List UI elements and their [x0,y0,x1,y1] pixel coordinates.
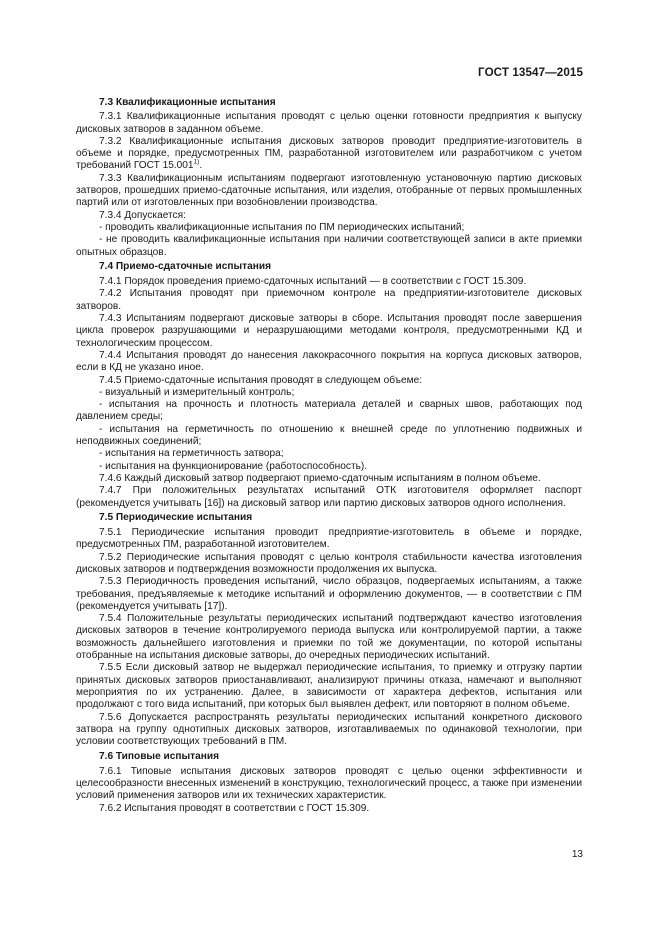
paragraph-text: 7.4.6 Каждый дисковый затвор подвергают приемо-сдаточным испытаниям в полном объеме. [99,472,541,484]
paragraph-text: 7.3.4 Допускается: [99,209,186,221]
body-paragraph [76,803,582,815]
body-paragraph [76,222,582,234]
footnote-marker: 1) [193,159,200,167]
body-paragraph [76,387,582,399]
body-paragraph [76,210,582,222]
section-heading [76,261,582,273]
body-paragraph [76,136,582,173]
body-paragraph [76,276,582,288]
paragraph-text: 7.3.1 Квалификационные испытания проводят с целью оценки готовности предприятия к выпуску дисковых затворов в заданном объеме. [76,111,582,135]
body-paragraph [76,234,582,259]
body-paragraph [76,766,582,803]
paragraph-text: - визуальный и измерительный контроль; [99,386,295,398]
paragraph-text: - испытания на прочность и плотность материала деталей и сварных швов, работающих под давлением среды; [76,399,582,423]
paragraph-text: 7.3 Квалификационные испытания [99,96,276,108]
body-paragraph [76,527,582,552]
paragraph-text: 7.6 Типовые испытания [99,750,219,762]
section-heading [76,751,582,763]
section-heading [76,97,582,109]
paragraph-text: - проводить квалификационные испытания по ПМ периодических испытаний; [99,221,465,233]
paragraph-text: 7.3.2 Квалификационные испытания дисковых затворов проводит предприятие-изготовитель в объеме и порядке, предусмотренных ПМ, разработанной изготовителем или разработчиком с учетом требований ГОСТ 15.001 [76,135,582,172]
body-paragraph [76,576,582,613]
paragraph-text: 7.5.6 Допускается распространять результаты периодических испытаний конкретного дискового затвора на группу однотипных дисковых затворов, изготавливаемых по одинаковой технологии, при условии соответствующих требований в ПМ. [76,711,582,748]
paragraph-text: - испытания на герметичность по отношению к внешней среде по уплотнению подвижных и неподвижных соединений; [76,423,582,448]
paragraph-text: - не проводить квалификационные испытания при наличии соответствующей записи в акте приемки опытных образцов. [76,234,582,258]
body-paragraph [76,662,582,711]
paragraph-text: 7.4.4 Испытания проводят до нанесения лакокрасочного покрытия на корпуса дисковых затворов, если в КД не указано иное. [76,349,582,374]
paragraph-text: 7.5 Периодические испытания [99,512,253,524]
body-paragraph [76,552,582,577]
paragraph-text: 7.5.5 Если дисковый затвор не выдержал периодические испытания, то приемку и отгрузку партии принятых дисковых затворов приостанавливают, анализируют причины отказа, намечают и выполняют мероприятия по их устранению. Далее, в зависимости от характера дефектов, испытания или продолжают с того вида испытаний, при которых был выявлен дефект, или повторяют в полном объеме. [76,662,582,711]
paragraph-text: - испытания на герметичность затвора; [99,448,284,460]
paragraph-text: 7.6.2 Испытания проводят в соответствии с ГОСТ 15.309. [99,802,370,814]
paragraph-text: 7.4.2 Испытания проводят при приемочном контроле на предприятии-изготовителе дисковых затворов. [76,288,582,312]
paragraph-text: 7.4.1 Порядок проведения приемо-сдаточных испытаний — в соответствии с ГОСТ 15.309. [99,276,527,288]
body-paragraph [76,173,582,210]
paragraph-text: 7.4.7 При положительных результатах испытаний ОТК изготовителя оформляет паспорт (рекомендуется учитывать [16]) на дисковый затвор или партию дисковых затворов одного исполнения. [76,485,582,509]
page-number: 13 [571,849,583,860]
body-paragraph [76,375,582,387]
section-heading [76,512,582,524]
document-header-standard-id: ГОСТ 13547—2015 [478,66,583,79]
paragraph-text: 7.5.1 Периодические испытания проводит предприятие-изготовитель в объеме и порядке, предусмотренных ПМ, разработанной изготовителем. [76,527,582,551]
body-paragraph [76,473,582,485]
body-paragraph [76,111,582,136]
paragraph-text: 7.4.5 Приемо-сдаточные испытания проводят в следующем объеме: [99,374,423,386]
paragraph-text: 7.5.4 Положительные результаты периодических испытаний подтверждают качество изготовления дисковых затворов в течение контролируемого периода выпуска или контролируемой партии, а также возможность дальнейшего изготовления и приемки по той же документации, по которой испытаны отобранные на испытания дисковые затворы, до очередных периодических испытаний. [76,613,582,662]
body-paragraph [76,313,582,350]
body-paragraph [76,399,582,424]
paragraph-text: 7.4 Приемо-сдаточные испытания [99,261,271,273]
body-paragraph [76,485,582,510]
body-paragraph [76,712,582,749]
paragraph-text: 7.4.3 Испытаниям подвергают дисковые затворы в сборе. Испытания проводят после завершения цикла проверок разрушающими и неразрушающими методами контроля, предусмотренными КД и технологическим процессом. [76,313,582,349]
body-paragraph [76,613,582,662]
paragraph-text-tail: . [199,160,203,172]
body-paragraph [76,448,582,460]
paragraph-text: 7.5.3 Периодичность проведения испытаний, число образцов, подвергаемых испытаниям, а также требования, предъявляемые к методике испытаний и оформлению документов, — в соответствии с ПМ (рекомендуется учитывать [17]). [76,576,582,612]
paragraph-text: 7.5.2 Периодические испытания проводят с целью контроля стабильности качества изготовления дисковых затворов и подтверждения возможности продолжения их выпуска. [76,551,582,575]
paragraph-text: 7.3.3 Квалификационным испытаниям подвергают изготовленную установочную партию дисковых затворов, прошедших приемо-сдаточные испытания, или изделия, отобранные от первых промышленных партий или от изготовленных при возобновлении производства. [76,172,582,209]
document-body [76,94,582,815]
paragraph-text: 7.6.1 Типовые испытания дисковых затворов проводят с целью оценки эффективности и целесообразности внесенных изменений в конструкцию, технологический процесс, а также при изменении условий применения затворов или их технических характеристик. [76,765,582,802]
body-paragraph [76,350,582,375]
body-paragraph [76,461,582,473]
body-paragraph [76,424,582,449]
body-paragraph [76,288,582,313]
paragraph-text: - испытания на функционирование (работоспособность). [99,460,368,472]
